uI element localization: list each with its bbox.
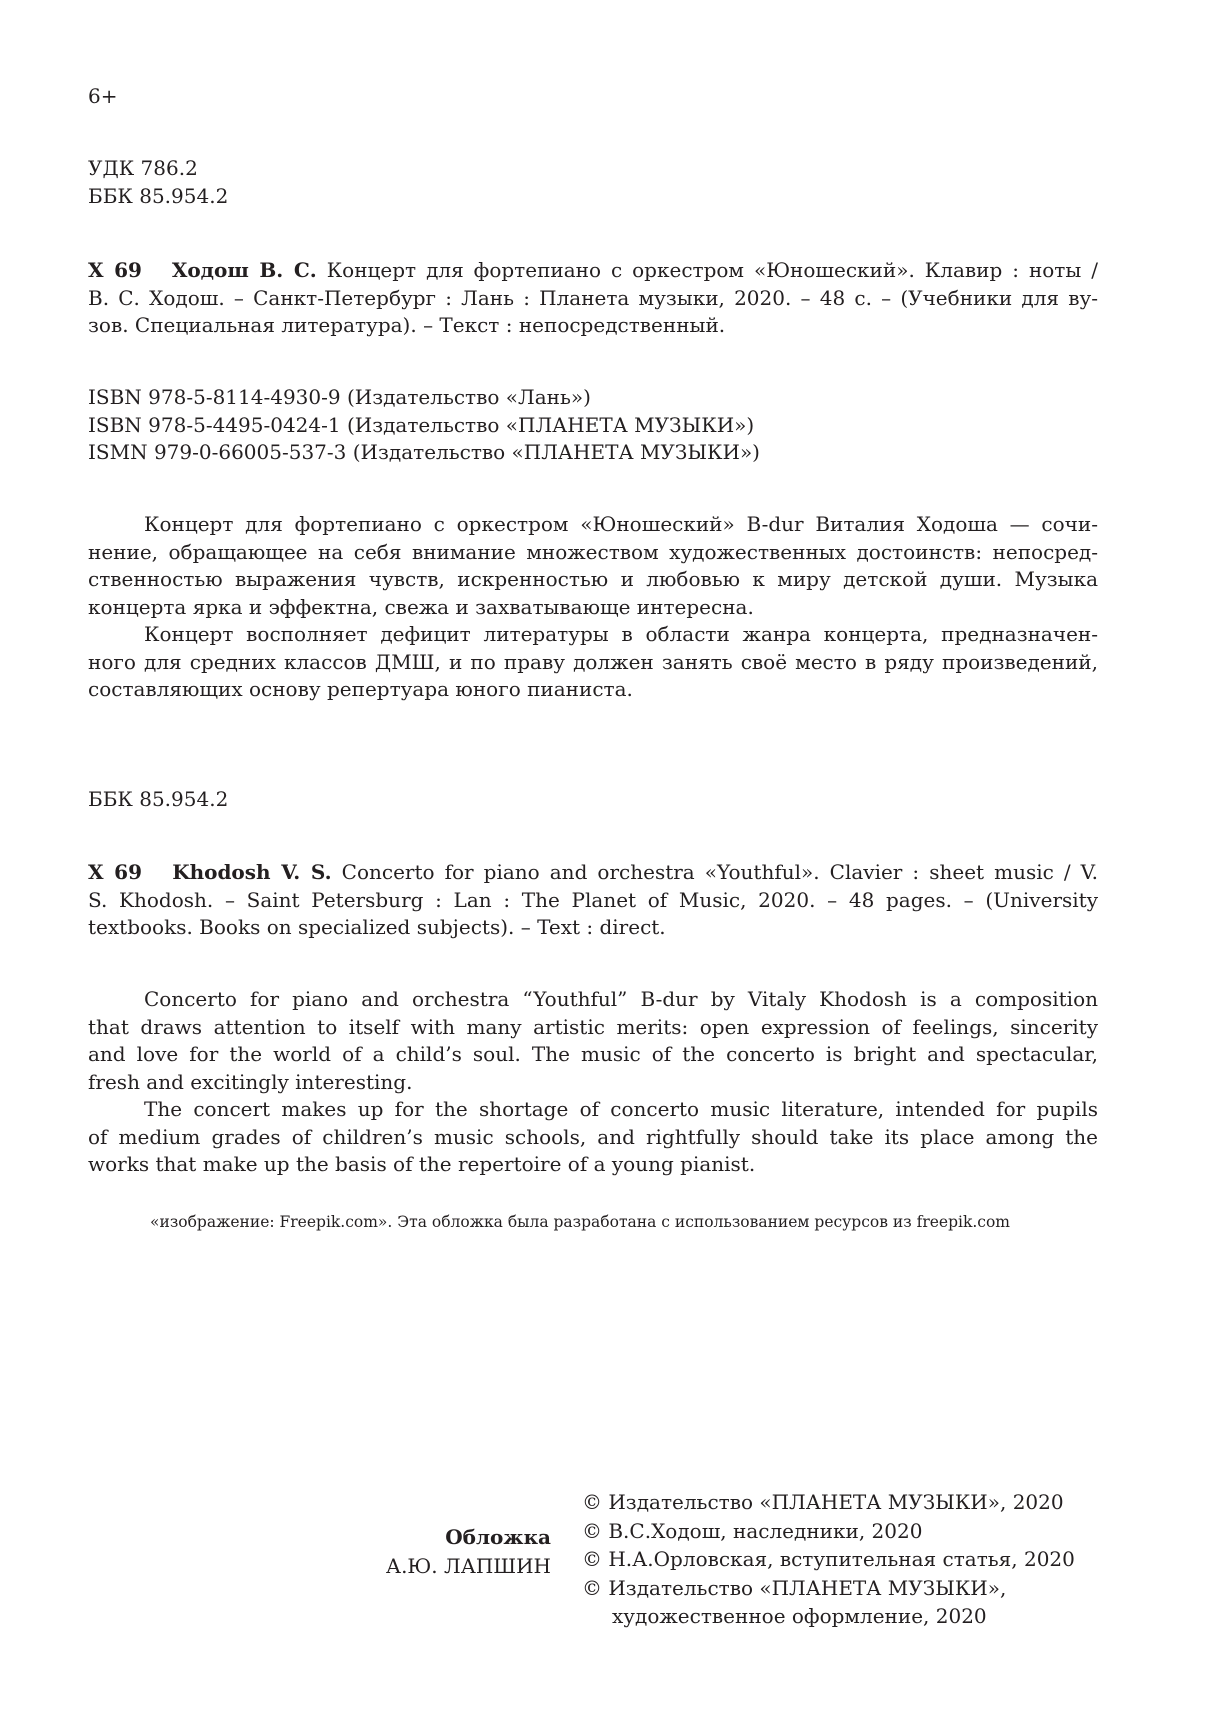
copyright-line: © Издательство «ПЛАНЕТА МУЗЫКИ», 2020 — [582, 1490, 1064, 1514]
classification-codes — [88, 155, 1098, 210]
copyright-line: © Н.А.Орловская, вступительная статья, 2020 — [582, 1547, 1075, 1571]
copyright-line: © Издательство «ПЛАНЕТА МУЗЫКИ», — [582, 1575, 1007, 1600]
entry-code: Х 69 — [88, 860, 143, 884]
bbk-code: ББК 85.954.2 — [88, 183, 229, 208]
isbn-line: ISBN 978-5-4495-0424-1 (Издательство «ПЛАНЕТА МУЗЫКИ») — [88, 412, 755, 437]
bibliographic-entry-ru — [88, 257, 1098, 340]
isbn-line: ISBN 978-5-8114-4930-9 (Издательство «Лань») — [88, 385, 591, 409]
cover-credit — [291, 1523, 551, 1580]
age-rating: 6+ — [88, 84, 118, 108]
annotation-ru: Концерт для фортепиано с оркестром «Юношеский» B-dur Виталия Ходоша — сочи- нение, обращающее на себя внимание множеством художественных достоинств: непосред- ственностью выражения чувств, искренностью и любовью к миру детской души. Музыка концерта ярка и эффектна, свежа и захватывающе интересна. Концерт восполняет дефицит литературы в области жанра концерта, предназначен- ного для средних классов ДМШ, и по праву должен занять своё место в ряду произведений, составляющих основу репертуара юного пианиста. — [88, 512, 1098, 701]
entry-line: Х 69 Ходош В. С. Концерт для фортепиано с оркестром «Юношеский». Клавир : ноты / — [88, 258, 1098, 282]
entry-line: Х 69 Khodosh V. S. Concerto for piano and orchestra «Youthful». Clavier : sheet music / V. — [88, 860, 1098, 884]
bibliographic-entry-en — [88, 859, 1098, 942]
copyright-block — [582, 1488, 1075, 1631]
bbk-code-en: ББК 85.954.2 — [88, 787, 229, 811]
annotation-en: Concerto for piano and orchestra “Youthful” B-dur by Vitaly Khodosh is a composition that draws attention to itself with many artistic merits: open expression of feelings, sincerity and love for the world of a child’s soul. The music of the concerto is bright and spectacular, fresh and excitingly interesting. The concert makes up for the shortage of concerto music literature, intended for pupils of medium grades of children’s music schools, and rightfully should take its place among the works that make up the basis of the repertoire of a young pianist. — [88, 987, 1098, 1176]
cover-artist: А.Ю. ЛАПШИН — [385, 1553, 551, 1578]
isbn-list — [88, 384, 1098, 467]
entry-line: В. С. Ходош. – Санкт-Петербург : Лань : Планета музыки, 2020. – 48 с. – (Учебники для ву- — [88, 285, 1098, 310]
entry-line: зов. Специальная литература). – Текст : непосредственный. — [88, 313, 726, 337]
entry-line: textbooks. Books on specialized subjects). – Text : direct. — [88, 915, 666, 939]
cover-label: Обложка — [445, 1525, 551, 1549]
entry-author: Khodosh V. S. — [172, 860, 332, 884]
copyright-line: © В.С.Ходош, наследники, 2020 — [582, 1518, 923, 1543]
entry-code: Х 69 — [88, 258, 142, 282]
entry-author: Ходош В. С. — [171, 258, 317, 282]
udk-code: УДК 786.2 — [88, 156, 198, 180]
copyright-line: художественное оформление, 2020 — [612, 1604, 987, 1628]
entry-line: S. Khodosh. – Saint Petersburg : Lan : The Planet of Music, 2020. – 48 pages. – (University — [88, 887, 1098, 912]
image-credit: «изображение: Freepik.com». Эта обложка была разработана с использованием ресурсов из freepik.com — [150, 1213, 1011, 1231]
isbn-line: ISMN 979-0-66005-537-3 (Издательство «ПЛАНЕТА МУЗЫКИ») — [88, 440, 760, 464]
